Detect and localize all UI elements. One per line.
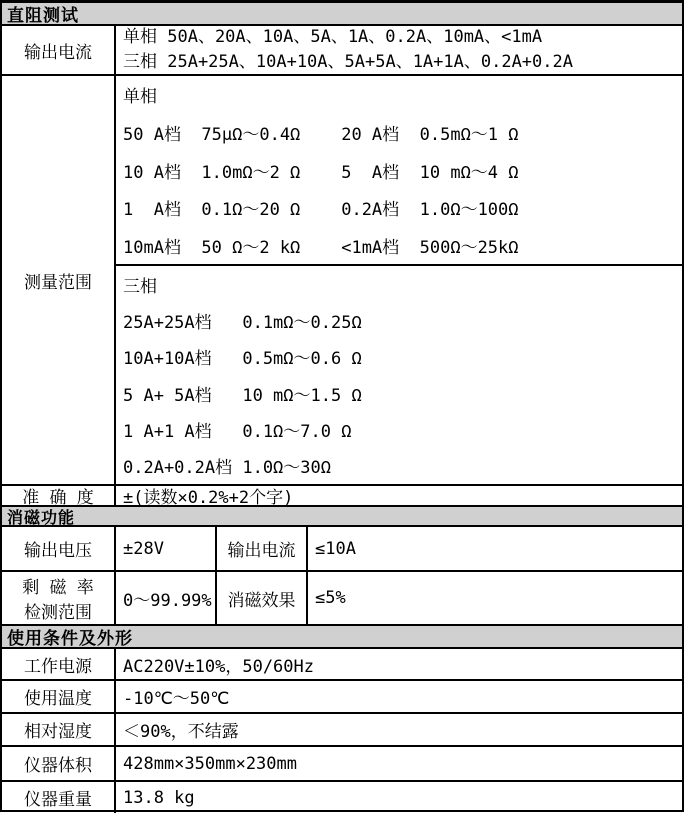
three-phase-row: 10A+10A档 0.5mΩ～0.6 Ω — [123, 349, 362, 370]
row-power-supply — [2, 649, 682, 681]
section-header-dc-resistance — [2, 3, 682, 26]
row-operating-temperature — [2, 681, 682, 714]
row-instrument-dimensions — [2, 747, 682, 782]
value-instrument-dimensions: 428mm×350mm×230mm — [123, 753, 297, 774]
three-phase-row: 25A+25A档 0.1mΩ～0.25Ω — [123, 313, 362, 334]
single-phase-row: 10mA档 50 Ω～2 kΩ <1mA档 500Ω～25kΩ — [123, 237, 519, 258]
label-demag-effect: 消磁效果 — [217, 572, 308, 624]
label-power-supply: 工作电源 — [2, 649, 116, 679]
row-demag-voltage-current — [2, 527, 682, 572]
value-demag-output-current: ≤10A — [315, 538, 356, 559]
single-phase-title: 单相 — [123, 87, 157, 108]
label-residual-magnetism-range: 剩 磁 率 检测范围 — [2, 572, 116, 624]
single-phase-row: 50 A档 75μΩ～0.4Ω 20 A档 0.5mΩ～1 Ω — [123, 124, 519, 145]
label-measure-range: 测量范围 — [2, 76, 116, 484]
row-relative-humidity — [2, 714, 682, 747]
section-title-dc-resistance: 直阻测试 — [7, 6, 79, 26]
label-demag-output-current: 输出电流 — [217, 527, 308, 570]
row-residual-magnetism — [2, 572, 682, 626]
section-header-demagnetization — [2, 507, 682, 527]
value-accuracy: ±(读数×0.2%+2个字) — [123, 488, 294, 505]
single-phase-row: 1 A档 0.1Ω～20 Ω 0.2A档 1.0Ω～100Ω — [123, 200, 519, 221]
section-title-conditions: 使用条件及外形 — [7, 629, 133, 649]
row-output-current — [2, 26, 682, 76]
three-phase-row: 5 A+ 5A档 10 mΩ～1.5 Ω — [123, 385, 362, 406]
three-phase-row: 1 A+1 A档 0.1Ω～7.0 Ω — [123, 421, 352, 442]
value-relative-humidity: ＜90%，不结露 — [123, 722, 239, 742]
label-relative-humidity: 相对湿度 — [2, 714, 116, 745]
label-demag-output-voltage: 输出电压 — [2, 527, 116, 570]
value-operating-temperature: -10℃～50℃ — [123, 689, 230, 709]
value-output-current — [116, 26, 682, 74]
label-accuracy: 准 确 度 — [2, 486, 116, 505]
section-header-conditions — [2, 626, 682, 649]
value-demag-output-voltage: ±28V — [116, 527, 217, 570]
label-instrument-dimensions: 仪器体积 — [2, 747, 116, 780]
section-title-demagnetization: 消磁功能 — [7, 507, 76, 527]
measure-range-three-phase — [116, 266, 682, 484]
measure-range-single-phase — [116, 76, 682, 266]
row-instrument-weight — [2, 782, 682, 813]
measure-range-values — [116, 76, 682, 484]
three-phase-row: 0.2A+0.2A档 1.0Ω～30Ω — [123, 458, 331, 479]
row-accuracy — [2, 486, 682, 507]
label-output-current: 输出电流 — [2, 26, 116, 74]
label-operating-temperature: 使用温度 — [2, 681, 116, 712]
output-current-three-phase: 三相 25A+25A、10A+10A、5A+5A、1A+1A、0.2A+0.2A — [123, 52, 573, 72]
single-phase-row: 10 A档 1.0mΩ～2 Ω 5 A档 10 mΩ～4 Ω — [123, 162, 519, 183]
value-demag-effect: ≤5% — [315, 588, 346, 608]
value-instrument-weight: 13.8 kg — [123, 787, 195, 808]
output-current-single-phase: 单相 50A、20A、10A、5A、1A、0.2A、10mA、<1mA — [123, 27, 543, 47]
label-instrument-weight: 仪器重量 — [2, 782, 116, 813]
row-measure-range — [2, 76, 682, 486]
value-power-supply: AC220V±10%，50/60Hz — [123, 656, 314, 677]
three-phase-title: 三相 — [123, 276, 157, 297]
value-residual-magnetism-range: 0～99.99% — [116, 572, 217, 624]
